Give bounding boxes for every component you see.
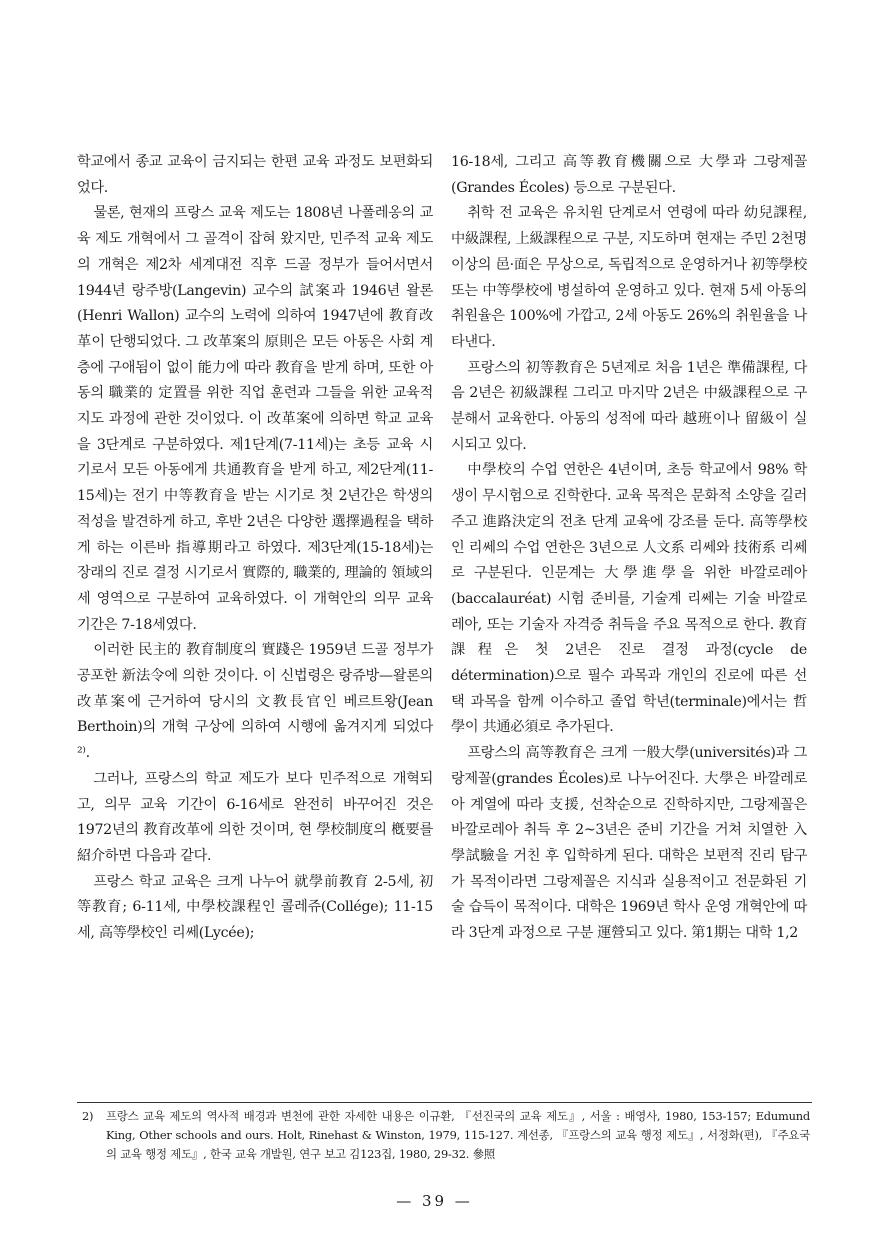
paragraph: 취학 전 교육은 유치원 단계로서 연령에 따라 幼兒課程, 中級課程, 上級課程으로 구분, 지도하며 현재는 주민 2천명 이상의 邑·面은 무상으로, 독립적으로 운영하거나 初等學校 또는 中等學校에 병설하여 운영하고 있다. 현재 5세 아동의 취원율은 100%에 가깝고, 2세 아동도 26%의 취원율을 나타낸다. (451, 205, 807, 350)
footnote-text: 프랑스 교육 제도의 역사적 배경과 변천에 관한 자세한 내용은 이규환, 『선진국의 교육 제도』, 서울 : 배영사, 1980, 153-157; Edumund King, Other schools and ours. Holt, Rinehast & Winston, 1979, 115-127. 계선종, 『프랑스의 교육 행정 제도』, 서정화(편), 『주요국의 교육 행정 제도』, 한국 교육 개발원, 연구 보고 김123집, 1980, 29-32. 參照 (106, 1109, 810, 1161)
paragraph: 학교에서 종교 교육이 금지되는 한편 교육 과정도 보편화되었다. (77, 154, 433, 196)
page-number: — 39 — (396, 1192, 473, 1210)
paragraph: 프랑스 학교 교육은 크게 나누어 就學前教育 2-5세, 初等教育; 6-11세, 中學校課程인 콜레쥬(Collége); 11-15세, 高等學校인 리쎄(Lycée); (77, 873, 433, 942)
footnote-marker: 2) (82, 1109, 94, 1123)
footnote (82, 1107, 810, 1164)
paragraph: 프랑스의 高等教育은 크게 一般大學(universités)과 그랑제꼴(grandes Écoles)로 나누어진다. 大學은 바깔레로아 계열에 따라 支援, 선착순으로 진학하지만, 그랑제꼴은 바깔로레아 취득 후 2~3년은 준비 기간을 거쳐 치열한 入學試驗을 거친 후 입학하게 된다. 대학은 보편적 진리 탐구가 목적이라면 그랑제꼴은 지식과 실용적이고 전문화된 기술 습득이 목적이다. 대학은 1969년 학사 운영 개혁안에 따라 3단계 과정으로 구분 運營되고 있다. 第1期는 대학 1,2 (451, 745, 807, 942)
paragraph: 그러나, 프랑스의 학교 제도가 보다 민주적으로 개혁되고, 의무 교육 기간이 6-16세로 완전히 바꾸어진 것은 1972년의 教育改革에 의한 것이며, 현 學校制度의 槪要를 紹介하면 다음과 같다. (77, 770, 433, 864)
paragraph: 물론, 현재의 프랑스 교육 제도는 1808년 나폴레옹의 교육 제도 개혁에서 그 골격이 잡혀 왔지만, 민주적 교육 제도의 개혁은 제2차 세계대전 직후 드골 정부가 들어서면서 1944년 랑주방(Langevin) 교수의 試案과 1946년 왈론(Henri Wallon) 교수의 노력에 의하여 1947년에 教育改革이 단행되었다. 그 改革案의 原則은 모든 아동은 사회 계층에 구애됨이 없이 能力에 따라 教育을 받게 하며, 또한 아동의 職業的 定置를 위한 직업 훈련과 그들을 위한 교육적 지도 과정에 관한 것이었다. 이 改革案에 의하면 학교 교육을 3단계로 구분하였다. 제1단계(7-11세)는 초등 교육 시기로서 모든 아동에게 共通教育을 받게 하고, 제2단계(11-15세)는 전기 中等教育을 받는 시기로 첫 2년간은 학생의 적성을 발견하게 하고, 후반 2년은 다양한 選擇過程을 택하게 하는 이른바 指導期라고 하였다. 제3단계(15-18세)는 장래의 진로 결정 시기로서 實際的, 職業的, 理論的 領域의 세 영역으로 구분하여 교육하였다. 이 개혁안의 의무 교육 기간은 7-18세였다. (77, 205, 433, 633)
paragraph: 프랑스의 初等教育은 5년제로 처음 1년은 準備課程, 다음 2년은 初級課程 그리고 마지막 2년은 中級課程으로 구분해서 교육한다. 아동의 성적에 따라 越班이나 留級이 실시되고 있다. (451, 359, 807, 453)
paragraph: 中學校의 수업 연한은 4년이며, 초등 학교에서 98% 학생이 무시험으로 진학한다. 교육 목적은 문화적 소양을 길러 주고 進路決定의 전초 단계 교육에 강조를 둔다. 高等學校인 리쎄의 수업 연한은 3년으로 人文系 리쎄와 技術系 리쎄로 구분된다. 인문계는 大學進學을 위한 바깔로레아(baccalauréat) 시험 준비를, 기술계 리쎄는 기술 바깔로레아, 또는 기술자 자격증 취득을 주요 목적으로 한다. 教育課程은 첫 2년은 진로 결정 과정(cycle de détermination)으로 필수 과목과 개인의 진로에 따른 선택 과목을 함께 이수하고 졸업 학년(terminale)에서는 哲學이 共通必須로 추가된다. (451, 462, 807, 736)
paragraph: 16-18세, 그리고 高等教育機關으로 大學과 그랑제꼴(Grandes Écoles) 등으로 구분된다. (451, 154, 807, 196)
paragraph: 이러한 民主的 教育制度의 實踐은 1959년 드골 정부가 공포한 新法令에 의한 것이다. 이 신법령은 랑쥬방—왈론의 改革案에 근거하여 당시의 文教長官인 베르트왕(Jean Berthoin)의 개혁 구상에 의하여 시행에 옮겨지게 되었다²⁾. (77, 642, 433, 762)
footnote-divider (77, 1102, 812, 1103)
right-column (451, 150, 807, 947)
left-column (77, 150, 433, 947)
